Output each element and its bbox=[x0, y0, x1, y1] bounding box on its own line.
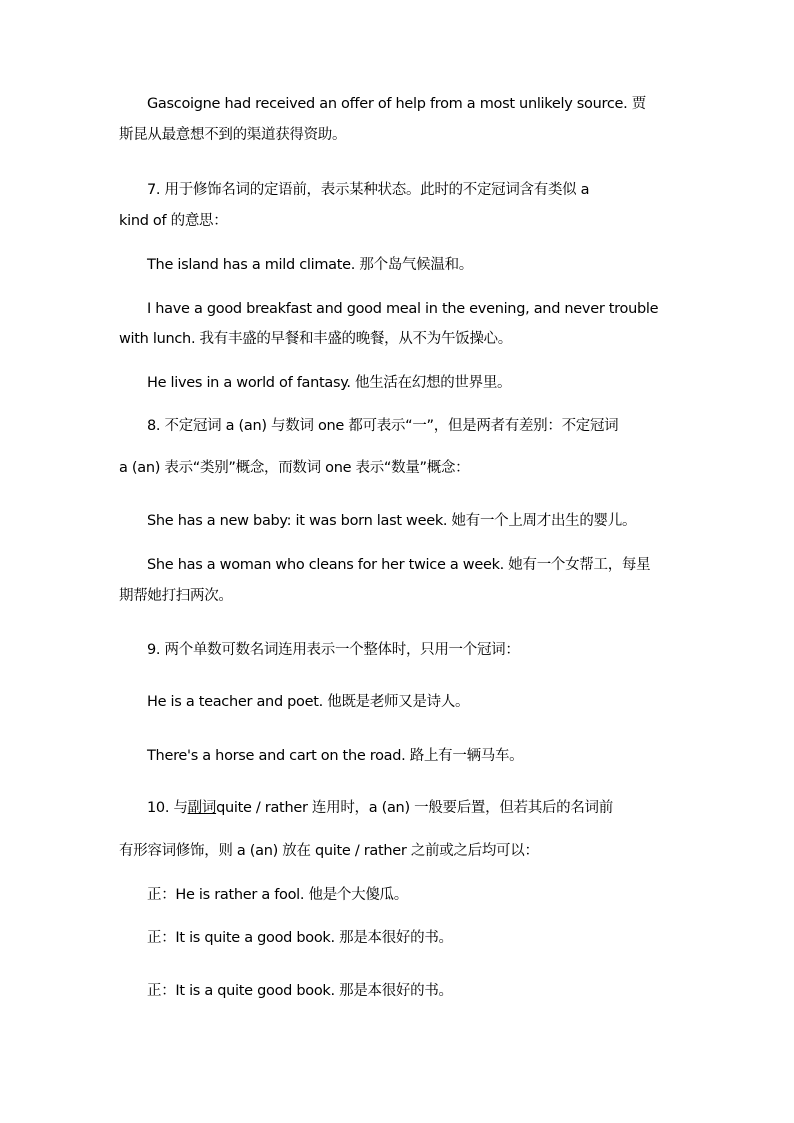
text-line: She has a new baby: it was born last week. 她有一个上周才出生的婴儿。 bbox=[147, 513, 637, 529]
text-line: She has a woman who cleans for her twice a week. 她有一个女帮工，每星 bbox=[147, 557, 651, 573]
item10-suffix: quite / rather 连用时，a (an) 一般要后置，但若其后的名词前 bbox=[216, 800, 613, 816]
adverb-link[interactable]: 副词 bbox=[187, 800, 217, 816]
text-line: 8. 不定冠词 a (an) 与数词 one 都可表示“一”，但是两者有差别：不定冠词 bbox=[147, 418, 619, 434]
text-line: 7. 用于修饰名词的定语前，表示某种状态。此时的不定冠词含有类似 a bbox=[147, 182, 590, 198]
text-line: 正：He is rather a fool. 他是个大傻瓜。 bbox=[147, 887, 408, 903]
text-line: 正：It is a quite good book. 那是本很好的书。 bbox=[147, 983, 453, 999]
text-line: 斯昆从最意想不到的渠道获得资助。 bbox=[119, 127, 347, 143]
text-line: Gascoigne had received an offer of help from a most unlikely source. 贾 bbox=[147, 96, 646, 112]
text-line: The island has a mild climate. 那个岛气候温和。 bbox=[147, 257, 473, 273]
text-line: There's a horse and cart on the road. 路上有一辆马车。 bbox=[147, 748, 524, 764]
text-line: with lunch. 我有丰盛的早餐和丰盛的晚餐，从不为午饭操心。 bbox=[119, 331, 512, 347]
text-line: kind of 的意思： bbox=[119, 213, 228, 229]
text-line bbox=[147, 798, 613, 818]
text-line: 有形容词修饰，则 a (an) 放在 quite / rather 之前或之后均可以： bbox=[119, 843, 539, 859]
text-line: 9. 两个单数可数名词连用表示一个整体时，只用一个冠词： bbox=[147, 642, 520, 658]
text-line: He lives in a world of fantasy. 他生活在幻想的世界里。 bbox=[147, 375, 512, 391]
text-line: 期帮她打扫两次。 bbox=[119, 588, 233, 604]
text-line: a (an) 表示“类别”概念，而数词 one 表示“数量”概念： bbox=[119, 460, 470, 476]
text-line: 正：It is quite a good book. 那是本很好的书。 bbox=[147, 930, 453, 946]
text-line: I have a good breakfast and good meal in the evening, and never trouble bbox=[147, 301, 659, 317]
item10-prefix: 10. 与 bbox=[147, 800, 188, 816]
text-line: He is a teacher and poet. 他既是老师又是诗人。 bbox=[147, 694, 470, 710]
